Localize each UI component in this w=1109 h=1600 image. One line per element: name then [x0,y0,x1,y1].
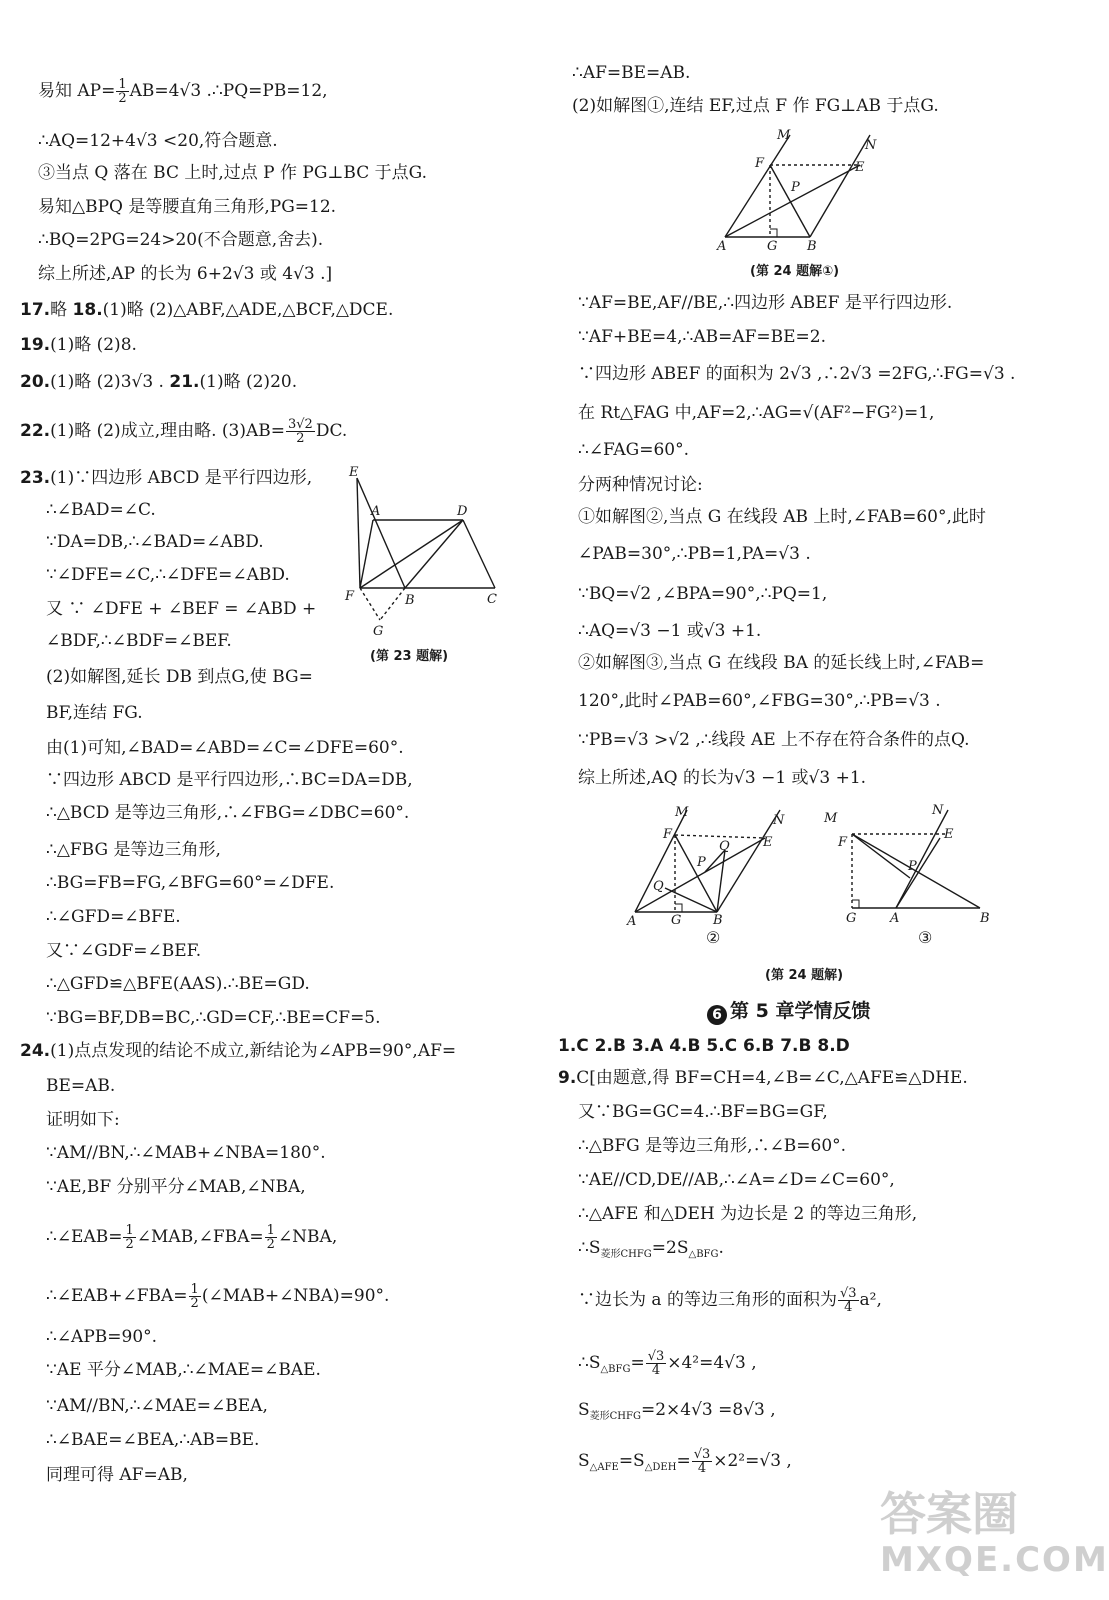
svg-text:C: C [487,592,497,607]
svg-text:N: N [865,138,877,153]
figure-2-label: ② [706,928,721,947]
figure-24-1 [715,125,890,255]
svg-text:B: B [713,913,723,928]
svg-text:Q: Q [653,879,664,894]
r-line-3: ∵AF=BE,AF//BE,∴四边形 ABEF 是平行四边形. [578,293,953,313]
figure-24-1-caption: (第 24 题解①) [750,264,840,279]
line-2: ∴AQ=12+4√3 <20,符合题意. [38,131,278,151]
r9-line-10: $S_{\triangle AFE}=S_{\triangle DEH}=$ $\frac{√3}{4}$ ×2²=√3 , [578,1447,792,1476]
svg-text:G: G [767,239,778,254]
svg-text:E: E [944,827,954,842]
figure-23-caption: (第 23 题解) [370,649,449,664]
r-line-10: ∠PAB=30°,∴PB=1,PA=√3 . [578,544,811,564]
r-line-15: ∵PB=√3 >√2 ,∴线段 AE 上不存在符合条件的点Q. [578,730,970,750]
line-4: 易知△BPQ 是等腰直角三角形,PG=12. [38,197,337,217]
svg-text:F: F [755,156,765,171]
answer-19: 19.(1)略 (2)8. [20,335,137,355]
line-24-6: ∴∠EAB= $\frac{1}{2}$ ∠MAB,∠FBA= $\frac{1}{2}$ ∠NBA, [46,1223,338,1252]
line-24-4: ∵AM//BN,∴∠MAB+∠NBA=180°. [46,1143,326,1163]
svg-text:B: B [980,911,990,926]
r-line-1: ∴AF=BE=AB. [572,63,691,83]
line-23-12: ∴△FBG 是等边三角形, [46,840,221,860]
choice-answers: 1.C 2.B 3.A 4.B 5.C 6.B 7.B 8.D [558,1036,850,1056]
line-23-9: 由(1)可知,∠BAD=∠ABD=∠C=∠DFE=60°. [46,738,404,758]
svg-text:G: G [671,913,682,928]
line-23-11: ∴△BCD 是等边三角形,∴∠FBG=∠DBC=60°. [46,803,410,823]
svg-text:E: E [349,465,359,480]
r-line-7: ∴∠FAG=60°. [578,440,690,460]
r9-line-5: ∴△AFE 和△DEH 为边长是 2 的等边三角形, [578,1204,918,1224]
line-5: ∴BQ=2PG=24>20(不合题意,舍去). [38,230,324,250]
line-23-17: ∵BG=BF,DB=BC,∴GD=CF,∴BE=CF=5. [46,1008,381,1028]
r9-line-4: ∵AE//CD,DE//AB,∴∠A=∠D=∠C=60°, [578,1170,895,1190]
r9-line-2: 又∵BG=GC=4.∴BF=BG=GF, [578,1102,828,1122]
svg-text:D: D [457,504,468,519]
r-line-11: ∵BQ=√2 ,∠BPA=90°,∴PQ=1, [578,584,828,604]
r-line-16: 综上所述,AQ 的长为√3 −1 或√3 +1. [578,768,867,788]
svg-text:M: M [824,811,838,826]
line-24-10: ∵AM//BN,∴∠MAE=∠BEA, [46,1396,268,1416]
line-23-4: ∵∠DFE=∠C,∴∠DFE=∠ABD. [46,565,290,585]
svg-text:Q: Q [719,839,730,854]
line-23-16: ∴△GFD≌△BFE(AAS).∴BE=GD. [46,974,310,994]
svg-text:P: P [697,855,706,870]
line-23-6: ∠BDF,∴∠BDF=∠BEF. [46,631,232,651]
fraction-half: $\frac{1}{2}$ [118,77,127,106]
answer-24: 24.(1)点点发现的结论不成立,新结论为∠APB=90°,AF= [20,1041,457,1061]
svg-text:M: M [675,805,689,820]
svg-text:G: G [373,624,384,639]
line-3: ③当点 Q 落在 BC 上时,过点 P 作 PG⊥BC 于点G. [38,163,428,183]
figure-3-label: ③ [918,928,933,947]
r-line-8: 分两种情况讨论: [578,475,703,495]
watermark-url: MXQE.COM [880,1540,1109,1580]
svg-text:A: A [627,914,637,929]
r9-line-6: $\therefore S_{菱形CHFG}=2S_{\triangle BFG}$. [578,1238,724,1260]
answer-23: 23.(1)∵四边形 ABCD 是平行四边形, [20,468,313,488]
line-24-12: 同理可得 AF=AB, [46,1465,188,1485]
svg-text:G: G [846,911,857,926]
line-24-3: 证明如下: [46,1110,120,1130]
line-23-13: ∴BG=FB=FG,∠BFG=60°=∠DFE. [46,873,335,893]
svg-text:F: F [345,589,355,604]
svg-text:A: A [371,504,381,519]
line-23-10: ∵四边形 ABCD 是平行四边形,∴BC=DA=DB, [46,770,413,790]
line-24-2: BE=AB. [46,1076,116,1096]
r-line-6: 在 Rt△FAG 中,AF=2,∴AG=√(AF²−FG²)=1, [578,403,935,423]
svg-text:B: B [405,593,415,608]
line-24-7: ∴∠EAB+∠FBA= $\frac{1}{2}$ (∠MAB+∠NBA)=90°. [46,1282,390,1311]
line-24-5: ∵AE,BF 分别平分∠MAB,∠NBA, [46,1177,306,1197]
r9-line-3: ∴△BFG 是等边三角形,∴∠B=60°. [578,1136,847,1156]
r-line-5: ∵四边形 ABEF 的面积为 2√3 ,∴2√3 =2FG,∴FG=√3 . [578,364,1016,384]
line-1: 易知 AP= $\frac{1}{2}$ AB=4√3 .∴PQ=PB=12, [38,77,328,106]
answer-20-21: 20.(1)略 (2)3√3 . 21.(1)略 (2)20. [20,372,298,392]
svg-text:N: N [932,803,944,818]
r-line-9: ①如解图②,当点 G 在线段 AB 上时,∠FAB=60°,此时 [578,507,986,527]
line-24-9: ∵AE 平分∠MAB,∴∠MAE=∠BAE. [46,1360,321,1380]
r9-line-9: $S_{菱形CHFG}=2\times 4√3 =8√3$ , [578,1400,776,1422]
r9-line-7: ∵边长为 a 的等边三角形的面积为 $\frac{√3}{4}$ a², [578,1286,882,1315]
line-23-8: BF,连结 FG. [46,703,143,723]
r-line-13: ②如解图③,当点 G 在线段 BA 的延长线上时,∠FAB= [578,653,985,673]
section-number-badge: 6 [707,1005,727,1025]
figure-23 [335,460,515,640]
line-24-8: ∴∠APB=90°. [46,1327,158,1347]
figure-24-caption: (第 24 题解) [765,968,844,983]
line-6: 综上所述,AP 的长为 6+2√3 或 4√3 .] [38,264,333,284]
r-line-14: 120°,此时∠PAB=60°,∠FBG=30°,∴PB=√3 . [578,691,941,711]
svg-text:E: E [763,835,773,850]
line-23-2: ∴∠BAD=∠C. [46,500,156,520]
svg-text:P: P [908,859,917,874]
line-23-5: 又 ∵ ∠DFE + ∠BEF = ∠ABD + [46,599,317,619]
svg-text:P: P [791,180,800,195]
line-23-7: (2)如解图,延长 DB 到点G,使 BG= [46,667,313,687]
line-24-11: ∴∠BAE=∠BEA,∴AB=BE. [46,1430,260,1450]
answer-9: 9.C[由题意,得 BF=CH=4,∠B=∠C,△AFE≌△DHE. [558,1068,968,1088]
svg-text:N: N [773,813,785,828]
svg-text:A: A [717,239,727,254]
r-line-4: ∵AF+BE=4,∴AB=AF=BE=2. [578,327,827,347]
watermark-logo: 答案圈 [880,1487,1018,1541]
line-23-3: ∵DA=DB,∴∠BAD=∠ABD. [46,532,264,552]
r-line-2: (2)如解图①,连结 EF,过点 F 作 FG⊥AB 于点G. [572,96,939,116]
svg-text:F: F [663,827,673,842]
figure-24-3 [820,800,1000,930]
answer-17-18: 17.略 18.(1)略 (2)△ABF,△ADE,△BCF,△DCE. [20,300,394,320]
answer-22: 22.(1)略 (2)成立,理由略. (3)AB= $\frac{3√2}{2}$ DC. [20,417,348,446]
svg-text:F: F [838,835,848,850]
line-23-14: ∴∠GFD=∠BFE. [46,907,181,927]
svg-text:A: A [890,911,900,926]
r-line-12: ∴AQ=√3 −1 或√3 +1. [578,621,762,641]
section-heading: 6 第 5 章学情反馈 [707,996,870,1025]
svg-text:M: M [777,128,791,143]
r9-line-8: $\therefore S_{\triangle BFG}=$ $\frac{√3}{4}$ ×4²=4√3 , [578,1349,757,1378]
svg-text:E: E [855,160,865,175]
svg-text:B: B [807,239,817,254]
line-23-15: 又∵∠GDF=∠BEF. [46,941,202,961]
